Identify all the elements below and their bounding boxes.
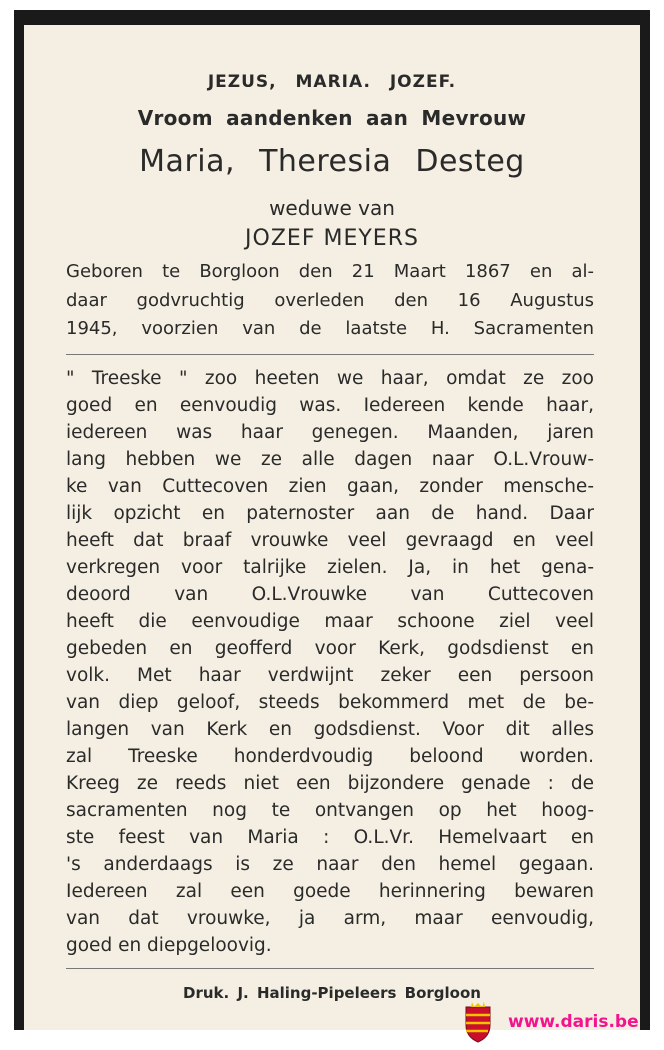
printer-credit: Druk. J. Haling-Pipeleers Borgloon — [183, 984, 481, 1002]
husband-name: JOZEF MEYERS — [245, 226, 419, 251]
tribute-line: zal Treeske honderdvoudig beloond worden. — [66, 746, 594, 767]
tribute-line: iedereen was haar genegen. Maanden, jaren — [66, 422, 594, 443]
tribute-line: heeft die eenvoudige maar schoone ziel veel — [66, 611, 594, 632]
tribute-line: Iedereen zal een goede herinnering bewaren — [66, 881, 594, 902]
tribute-line: van diep geloof, steeds bekommerd met de be- — [66, 692, 594, 713]
tribute-line: 's anderdaags is ze naar den hemel gegaan. — [66, 854, 594, 875]
watermark-link[interactable]: www.daris.be — [508, 1012, 639, 1032]
tribute-line: verkregen voor talrijke zielen. Ja, in het gena- — [66, 557, 594, 578]
deceased-name: Maria, Theresia Desteg — [139, 144, 525, 179]
birth-death-line: daar godvruchtig overleden den 16 Augustus — [66, 290, 594, 311]
birth-death-line: Geboren te Borgloon den 21 Maart 1867 en al- — [66, 261, 594, 282]
tribute-line: " Treeske " zoo heeten we haar, omdat ze zoo — [66, 368, 594, 389]
tribute-line: gebeden en geofferd voor Kerk, godsdienst en — [66, 638, 594, 659]
tribute-line: volk. Met haar verdwijnt zeker een persoon — [66, 665, 594, 686]
birth-death-line: 1945, voorzien van de laatste H. Sacramenten — [66, 318, 594, 339]
tribute-line: Kreeg ze reeds niet een bijzondere genade : de — [66, 773, 594, 794]
tribute-line: goed en diepgeloovig. — [66, 935, 272, 956]
widow-of-label: weduwe van — [269, 196, 395, 220]
crest-icon — [462, 1001, 494, 1043]
tribute-line: heeft dat braaf vrouwke veel gevraagd en veel — [66, 530, 594, 551]
tribute-line: deoord van O.L.Vrouwke van Cuttecoven — [66, 584, 594, 605]
tribute-line: lijk opzicht en paternoster aan de hand. Daar — [66, 503, 594, 524]
memorial-heading: Vroom aandenken aan Mevrouw — [137, 106, 527, 130]
tribute-line: langen van Kerk en godsdienst. Voor dit alles — [66, 719, 594, 740]
tribute-line: goed en eenvoudig was. Iedereen kende haar, — [66, 395, 594, 416]
tribute-line: ke van Cuttecoven zien gaan, zonder mensche- — [66, 476, 594, 497]
tribute-line: lang hebben we ze alle dagen naar O.L.Vrouw- — [66, 449, 594, 470]
tribute-line: sacramenten nog te ontvangen op het hoog- — [66, 800, 594, 821]
tribute-line: van dat vrouwke, ja arm, maar eenvoudig, — [66, 908, 594, 929]
divider-top — [66, 354, 594, 355]
tribute-line: ste feest van Maria : O.L.Vr. Hemelvaart en — [66, 827, 594, 848]
invocation-heading: JEZUS, MARIA. JOZEF. — [207, 72, 457, 92]
divider-bottom — [66, 968, 594, 969]
